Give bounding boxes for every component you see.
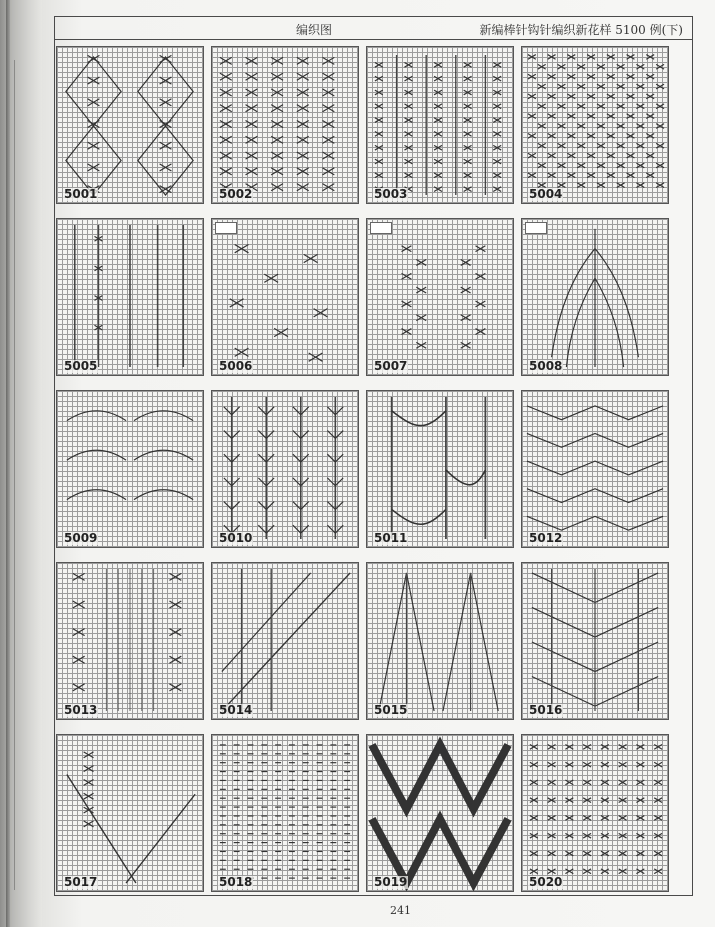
stitch-legend-box [525, 222, 547, 234]
pattern-number: 5014 [219, 703, 253, 717]
book-spine [0, 0, 42, 927]
knitting-chart-diagram [522, 219, 668, 375]
knitting-chart-diagram [212, 563, 358, 719]
knitting-chart-diagram [57, 735, 203, 891]
pattern-chart-card [521, 390, 669, 548]
pattern-number: 5007 [374, 359, 408, 373]
pattern-number: 5003 [374, 187, 408, 201]
knitting-chart-diagram [367, 735, 513, 891]
pattern-number: 5010 [219, 531, 253, 545]
knitting-chart-diagram [367, 219, 513, 375]
knitting-chart-diagram [367, 391, 513, 547]
pattern-chart-card [366, 218, 514, 376]
knitting-chart-diagram [212, 47, 358, 203]
pattern-chart-card [56, 734, 204, 892]
pattern-number: 5015 [374, 703, 408, 717]
pattern-chart-card [211, 390, 359, 548]
knitting-chart-diagram [522, 47, 668, 203]
header-section-title: 编织图 [296, 23, 333, 37]
pattern-number: 5013 [64, 703, 98, 717]
pattern-number: 5017 [64, 875, 98, 889]
knitting-chart-diagram [57, 391, 203, 547]
pattern-number: 5005 [64, 359, 98, 373]
pattern-number: 5020 [529, 875, 563, 889]
pattern-chart-card [366, 390, 514, 548]
pattern-chart-card [521, 562, 669, 720]
pattern-chart-card [521, 46, 669, 204]
spine-fold-line [14, 60, 15, 890]
pattern-chart-card [366, 562, 514, 720]
pattern-number: 5019 [374, 875, 408, 889]
pattern-number: 5008 [529, 359, 563, 373]
pattern-chart-card [521, 734, 669, 892]
stitch-legend-box [370, 222, 392, 234]
knitting-chart-diagram [57, 47, 203, 203]
pattern-number: 5009 [64, 531, 98, 545]
pattern-number: 5012 [529, 531, 563, 545]
knitting-chart-diagram [212, 735, 358, 891]
pattern-number: 5002 [219, 187, 253, 201]
pattern-number: 5004 [529, 187, 563, 201]
knitting-chart-diagram [367, 563, 513, 719]
pattern-number: 5016 [529, 703, 563, 717]
pattern-number: 5018 [219, 875, 253, 889]
knitting-chart-diagram [57, 219, 203, 375]
spine-edge [6, 0, 10, 927]
stitch-legend-box [215, 222, 237, 234]
page-number: 241 [390, 904, 411, 917]
knitting-chart-diagram [522, 391, 668, 547]
pattern-chart-grid [54, 46, 672, 912]
page-header [54, 16, 693, 40]
pattern-chart-card [211, 218, 359, 376]
pattern-chart-card [56, 46, 204, 204]
knitting-chart-diagram [57, 563, 203, 719]
pattern-chart-card [56, 562, 204, 720]
pattern-chart-card [56, 218, 204, 376]
pattern-number: 5006 [219, 359, 253, 373]
knitting-chart-diagram [522, 563, 668, 719]
pattern-chart-card [211, 562, 359, 720]
pattern-chart-card [211, 734, 359, 892]
pattern-chart-card [521, 218, 669, 376]
knitting-chart-diagram [212, 219, 358, 375]
pattern-number: 5001 [64, 187, 98, 201]
knitting-chart-diagram [367, 47, 513, 203]
header-book-title: 新编棒针钩针编织新花样 5100 例(下) [479, 23, 683, 37]
pattern-number: 5011 [374, 531, 408, 545]
pattern-chart-card [211, 46, 359, 204]
pattern-chart-card [56, 390, 204, 548]
knitting-chart-diagram [522, 735, 668, 891]
knitting-chart-diagram [212, 391, 358, 547]
pattern-chart-card [366, 46, 514, 204]
pattern-chart-card [366, 734, 514, 892]
